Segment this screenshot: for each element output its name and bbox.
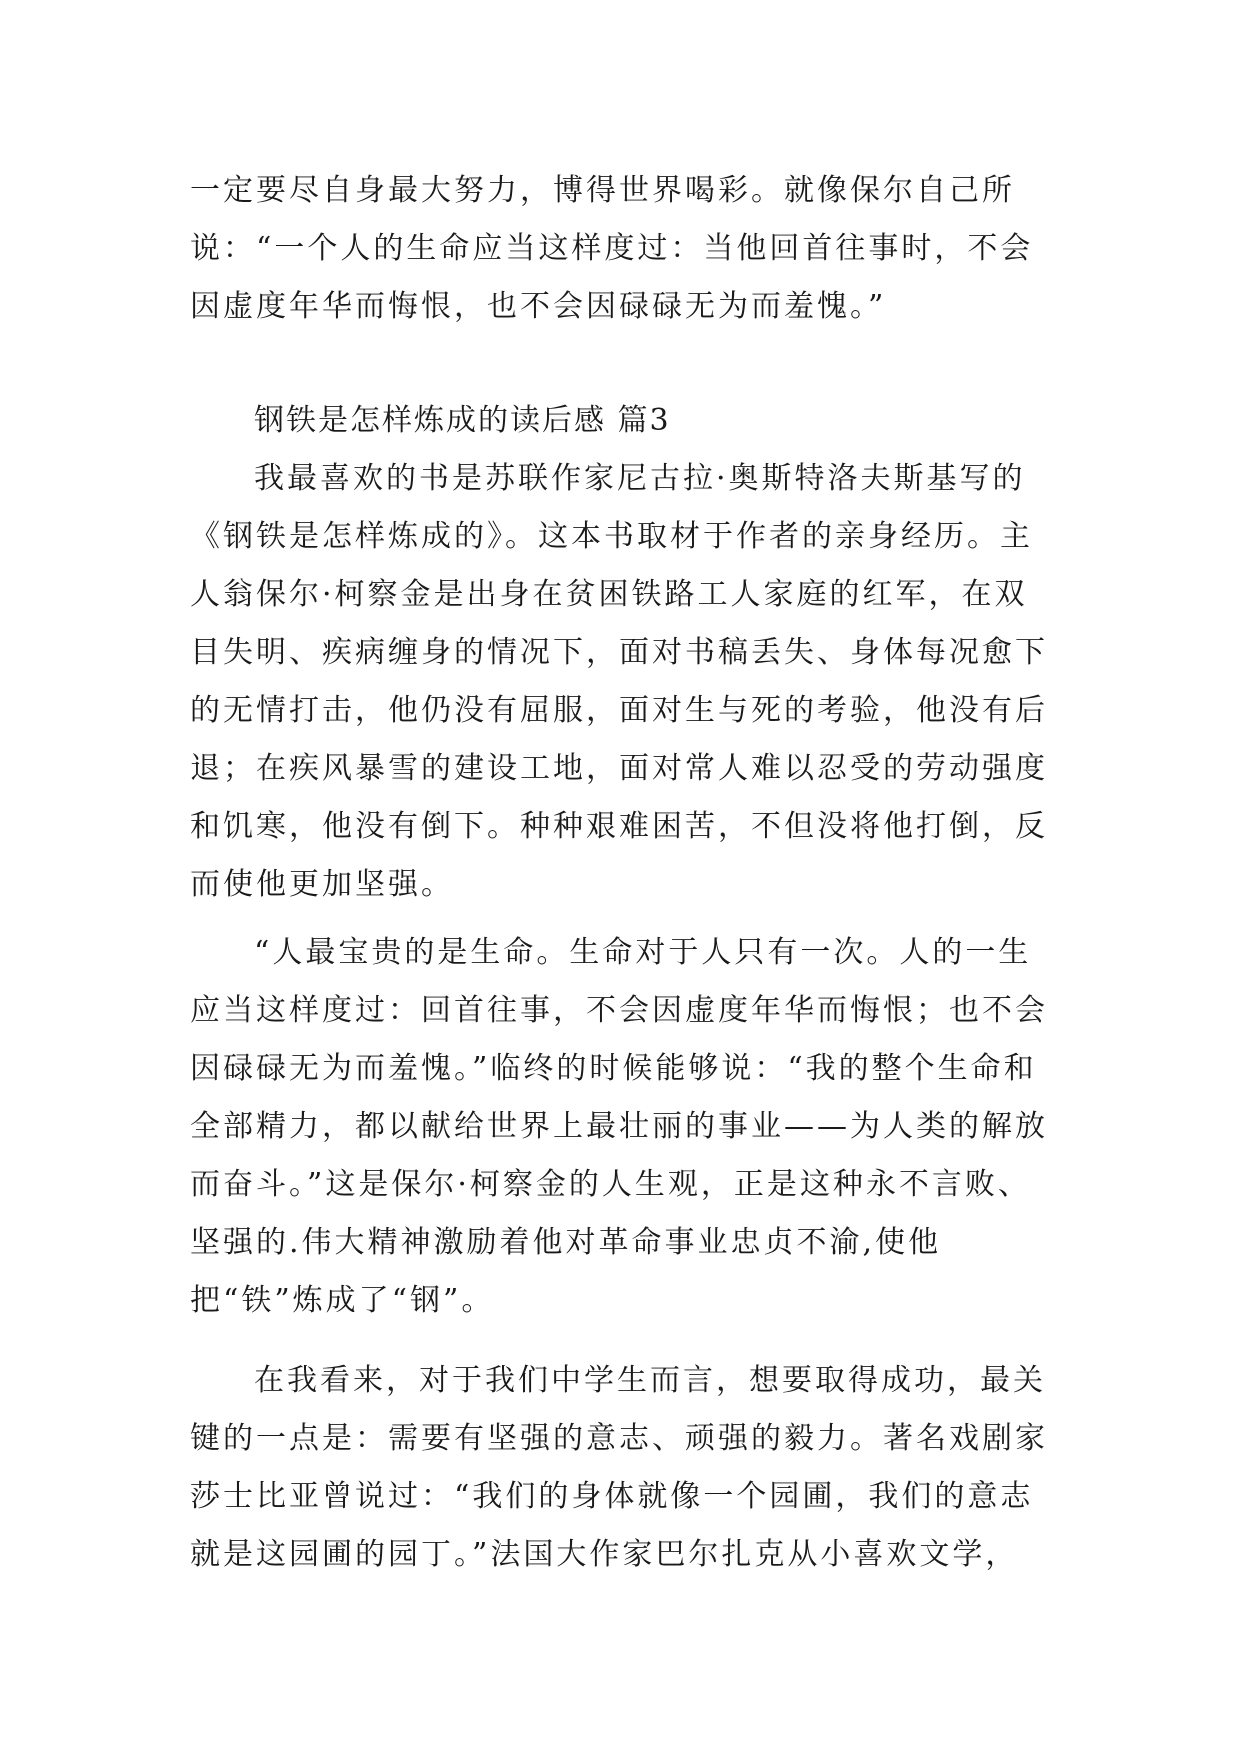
body-paragraph: 在我看来，对于我们中学生而言，想要取得成功，最关键的一点是：需要有坚强的意志、顽强的毅力。著名戏剧家莎士比亚曾说过：“我们的身体就像一个园圃，我们的意志就是这园圃的园丁。”法国大作家巴尔扎克从小喜欢文学， — [190, 1363, 1048, 1572]
continuation-paragraph: 一定要尽自身最大努力，博得世界喝彩。就像保尔自己所说：“一个人的生命应当这样度过：当他回首往事时，不会因虚度年华而悔恨，也不会因碌碌无为而羞愧。” — [190, 173, 1034, 324]
section-heading: 钢铁是怎样炼成的读后感 篇3 — [254, 403, 671, 438]
body-paragraph: 我最喜欢的书是苏联作家尼古拉·奥斯特洛夫斯基写的《钢铁是怎样炼成的》。这本书取材于作者的亲身经历。主人翁保尔·柯察金是出身在贫困铁路工人家庭的红军，在双目失明、疾病缠身的情况下，面对书稿丢失、身体每况愈下的无情打击，他仍没有屈服，面对生与死的考验，他没有后退；在疾风暴雪的建设工地，面对常人难以忍受的劳动强度和饥寒，他没有倒下。种种艰难困苦，不但没将他打倒，反而使他更加坚强。 — [190, 461, 1048, 902]
body-paragraph: “人最宝贵的是生命。生命对于人只有一次。人的一生应当这样度过：回首往事，不会因虚度年华而悔恨；也不会因碌碌无为而羞愧。”临终的时候能够说：“我的整个生命和全部精力，都以献给世界上最壮丽的事业——为人类的解放而奋斗。”这是保尔·柯察金的人生观，正是这种永不言败、坚强的.伟大精神激励着他对革命事业忠贞不渝,使他把“铁”炼成了“钢”。 — [190, 935, 1048, 1318]
continuation-paragraph-block — [190, 162, 1050, 336]
essay-section — [190, 392, 1050, 1584]
